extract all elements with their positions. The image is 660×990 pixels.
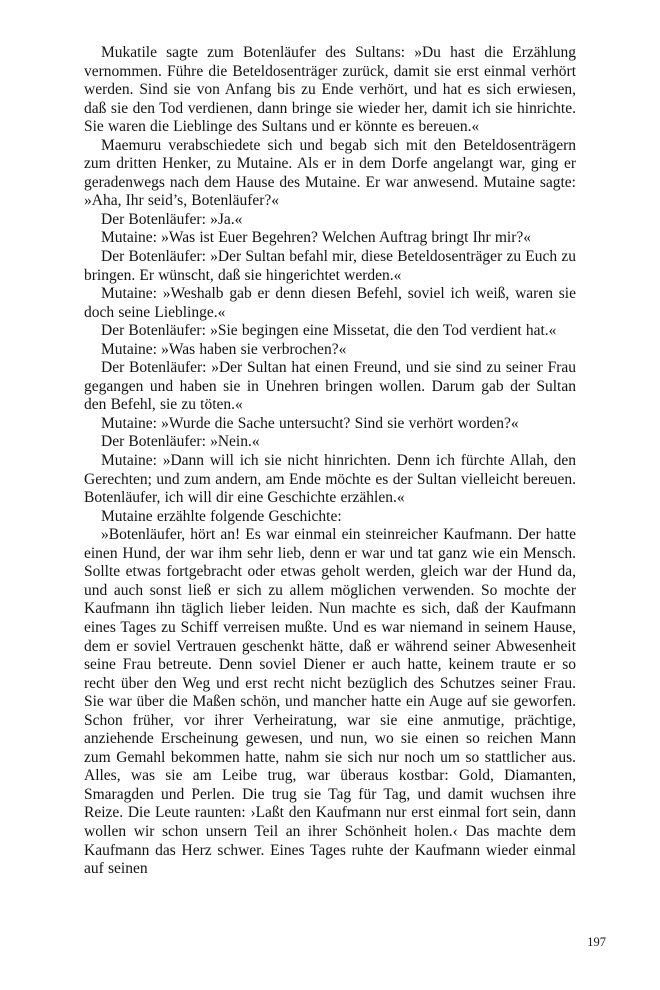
- paragraph: »Botenläufer, hört an! Es war einmal ein steinreicher Kaufmann. Der hatte einen Hund, der war ihm sehr lieb, denn er war und tat ganz wie ein Mensch. Sollte etwas fortgebracht oder etwas geholt werden, gleich war der Hund da, und auch sonst ließ er sich zu allem möglichen verwenden. So mochte der Kaufmann ihn täglich lieber leiden. Nun machte es sich, daß der Kaufmann eines Tages zu Schiff verreisen mußte. Und es war niemand in seinem Hause, dem er soviel Vertrauen geschenkt hätte, daß er während seiner Abwesenheit seine Frau betreute. Denn soviel Diener er auch hatte, keinem traute er so recht über den Weg und erst recht nicht bezüglich des Schutzes seiner Frau. Sie war über die Maßen schön, und mancher hatte ein Auge auf sie geworfen. Schon früher, vor ihrer Verheiratung, war sie eine anmutige, prächtige, anziehende Erscheinung gewesen, und nun, wo sie einen so reichen Mann zum Gemahl bekommen hatte, nahm sie sich nur noch um so stattlicher aus. Alles, was sie am Leibe trug, war überaus kostbar: Gold, Diamanten, Smaragden und Perlen. Die trug sie Tag für Tag, und damit wuchsen ihre Reize. Die Leute raunten: ›Laßt den Kaufmann nur erst einmal fort sein, dann wollen wir schon unsern Teil an ihrer Schönheit holen.‹ Das machte dem Kaufmann das Herz schwer. Eines Tages ruhte der Kaufmann wieder einmal auf seinen: [84, 526, 576, 878]
- paragraph: Mutaine: »Was haben sie verbrochen?«: [101, 340, 347, 358]
- paragraph: Der Botenläufer: »Nein.«: [101, 433, 260, 451]
- paragraph: Mukatile sagte zum Botenläufer des Sultans: »Du hast die Erzählung vernommen. Führe die Beteldosenträger zurück, damit sie erst einmal verhört werden. Sind sie von Anfang bis zu Ende verhört, und hat es sich erwiesen, daß sie den Tod verdienen, dann bringe sie wieder her, damit ich sie hinrichte. Sie waren die Lieblinge des Sultans und er könnte es bereuen.«: [84, 44, 576, 136]
- text-block: [84, 44, 576, 879]
- paragraph: Der Botenläufer: »Der Sultan befahl mir, diese Beteldosenträger zu Euch zu bringen. Er wünscht, daß sie hingerichtet werden.«: [84, 248, 576, 284]
- paragraph: Maemuru verabschiedete sich und begab sich mit den Beteldosenträgern zum dritten Henker, zu Mutaine. Als er in dem Dorfe angelangt war, ging er geradenwegs nach dem Hause des Mutaine. Er war anwesend. Mutaine sagte: »Aha, Ihr seid’s, Botenläufer?«: [84, 136, 576, 210]
- paragraph: Der Botenläufer: »Sie begingen eine Missetat, die den Tod verdient hat.«: [101, 322, 557, 340]
- paragraph: Mutaine: »Weshalb gab er denn diesen Befehl, soviel ich weiß, waren sie doch seine Lieblinge.«: [84, 285, 576, 321]
- paragraph: Mutaine: »Wurde die Sache untersucht? Sind sie verhört worden?«: [101, 414, 519, 432]
- paragraph: Mutaine: »Dann will ich sie nicht hinrichten. Denn ich fürchte Allah, den Gerechten; und zum andern, am Ende möchte es der Sultan vielleicht bereuen. Botenläufer, ich will dir eine Geschichte erzählen.«: [84, 452, 576, 507]
- paragraph: Der Botenläufer: »Ja.«: [101, 210, 243, 228]
- paragraph: Mutaine: »Was ist Euer Begehren? Welchen Auftrag bringt Ihr mir?«: [101, 229, 532, 247]
- paragraph: Der Botenläufer: »Der Sultan hat einen Freund, und sie sind zu seiner Frau gegangen und haben sie in Unehren bringen wollen. Darum gab der Sultan den Befehl, sie zu töten.«: [84, 359, 576, 414]
- paragraph: Mutaine erzählte folgende Geschichte:: [101, 507, 342, 525]
- page-number: 197: [587, 934, 606, 949]
